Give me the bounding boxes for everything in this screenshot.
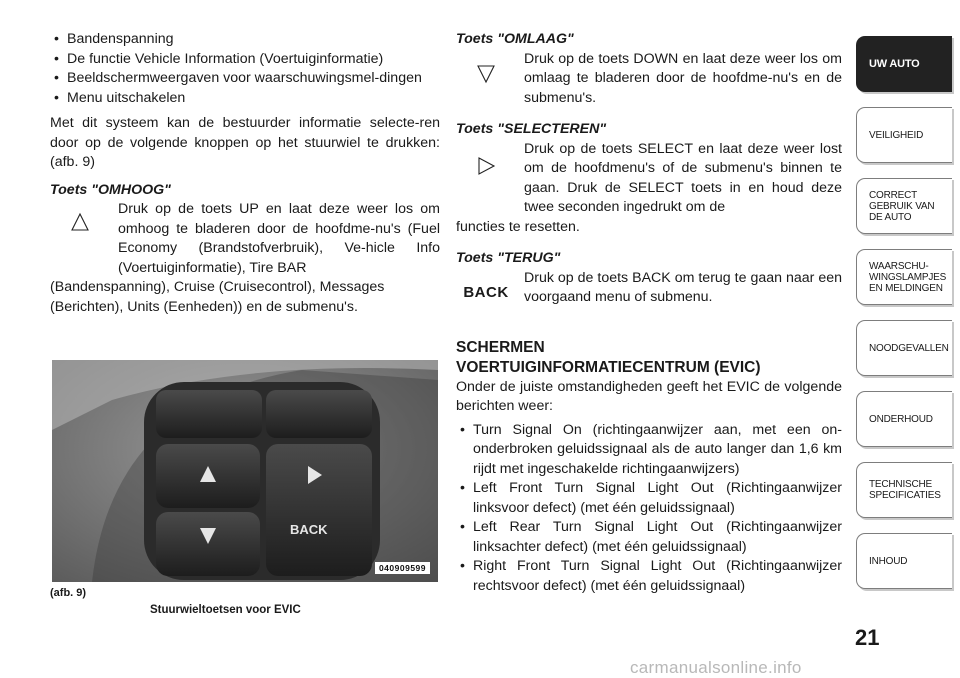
- left-column: [50, 30, 440, 317]
- evic-message-list: [456, 421, 842, 597]
- terug-text: Druk op de toets BACK om terug te gaan naar een voorgaand menu of submenu.: [524, 269, 842, 305]
- terug-block: [456, 269, 842, 308]
- intro-paragraph: Met dit systeem kan de bestuurder informatie selecte-ren door op de volgende knoppen op het stuurwiel te drukken: (afb. 9): [50, 115, 440, 170]
- tab-label: VEILIGHEID: [869, 129, 924, 141]
- list-item: • De functie Vehicle Information (Voertuiginformatie): [50, 50, 440, 70]
- tab-veiligheid[interactable]: [856, 107, 952, 163]
- omhoog-heading: Toets "OMHOOG": [50, 181, 171, 198]
- list-item: • Turn Signal On (richtingaanwijzer aan, met een on-onderbroken geluidssignaal als de auto langer dan 1,6 km rijdt met ingeschakelde richtingaanwijzers): [456, 421, 842, 480]
- selecteren-text-continued: functies te resetten.: [456, 218, 580, 235]
- list-item: • Beeldschermweergaven voor waarschuwingsmel-dingen: [50, 69, 440, 89]
- list-item: • Menu uitschakelen: [50, 89, 440, 109]
- right-triangle-icon: [456, 156, 516, 176]
- watermark: carmanualsonline.info: [630, 658, 802, 677]
- feature-list: [50, 30, 440, 108]
- omlaag-text: Druk op de toets DOWN en laat deze weer los om omlaag te bladeren door de hoofdme-nu's en de submenu's.: [524, 50, 842, 106]
- tab-label: NOODGEVALLEN: [869, 342, 949, 354]
- section-intro: Onder de juiste omstandigheden geeft het EVIC de volgende berichten weer:: [456, 378, 842, 414]
- tab-waarschuwingslampjes[interactable]: [856, 249, 952, 305]
- section-title-evic: VOERTUIGINFORMATIECENTRUM (EVIC): [456, 358, 761, 376]
- selecteren-heading: Toets "SELECTEREN": [456, 121, 607, 137]
- tab-label: UW AUTO: [869, 57, 920, 70]
- list-item: • Left Front Turn Signal Light Out (Richtingaanwijzer linksvoor defect) (met één geluidssignaal): [456, 479, 842, 518]
- omlaag-block: [456, 50, 842, 109]
- tab-label: WAARSCHU-WINGSLAMPJES EN MELDINGEN: [869, 260, 947, 294]
- omlaag-heading: Toets "OMLAAG": [456, 31, 574, 47]
- right-column: [456, 30, 842, 596]
- list-item: • Bandenspanning: [50, 30, 440, 50]
- list-item: • Left Rear Turn Signal Light Out (Richtingaanwijzer linksachter defect) (met één geluidssignaal): [456, 518, 842, 557]
- up-triangle-icon: [50, 212, 110, 232]
- steering-wheel-buttons-photo: [52, 360, 438, 582]
- figure-caption: Stuurwieltoetsen voor EVIC: [150, 604, 301, 616]
- omhoog-text-continued: (Bandenspanning), Cruise (Cruisecontrol), Messages (Berichten), Units (Eenheden)) en de submenu's.: [50, 279, 385, 315]
- list-item: • Right Front Turn Signal Light Out (Richtingaanwijzer rechtsvoor defect) (met één geluidssignaal): [456, 557, 842, 596]
- selecteren-text: Druk op de toets SELECT en laat deze weer lost om de hoofdmenu's of de submenu's binnen te gaan. Druk de SELECT toets in en houd deze twee seconden ingedrukt om de: [524, 140, 842, 215]
- figure-code: 040909599: [375, 562, 430, 574]
- tab-inhoud[interactable]: [856, 533, 952, 589]
- chapter-tabs: [856, 36, 952, 604]
- selecteren-block: [456, 140, 842, 218]
- omhoog-text: Druk op de toets UP en laat deze weer los om omhoog te bladeren door de hoofdme-nu's (Fuel Economy (Brandstofverbruik), Ve-hicle Info (Voertuiginformatie), Tire BAR: [118, 201, 440, 276]
- back-button-label: BACK: [290, 522, 328, 537]
- tab-noodgevallen[interactable]: [856, 320, 952, 376]
- steering-wheel-illustration: [52, 360, 438, 582]
- tab-uw-auto[interactable]: [856, 36, 952, 92]
- section-title-schermen: SCHERMEN: [456, 338, 545, 356]
- down-triangle-icon: [456, 64, 516, 84]
- tab-label: CORRECT GEBRUIK VAN DE AUTO: [869, 189, 935, 223]
- tab-label: INHOUD: [869, 555, 908, 567]
- tab-label: TECHNISCHE SPECIFICATIES: [869, 479, 941, 501]
- back-icon: BACK: [463, 283, 509, 301]
- figure-label: (afb. 9): [50, 587, 87, 599]
- page-number: 21: [855, 625, 880, 650]
- tab-correct-gebruik[interactable]: [856, 178, 952, 234]
- tab-technische-specificaties[interactable]: [856, 462, 952, 518]
- tab-onderhoud[interactable]: [856, 391, 952, 447]
- tab-label: ONDERHOUD: [869, 413, 933, 425]
- omhoog-block: [50, 200, 440, 278]
- terug-heading: Toets "TERUG": [456, 250, 561, 266]
